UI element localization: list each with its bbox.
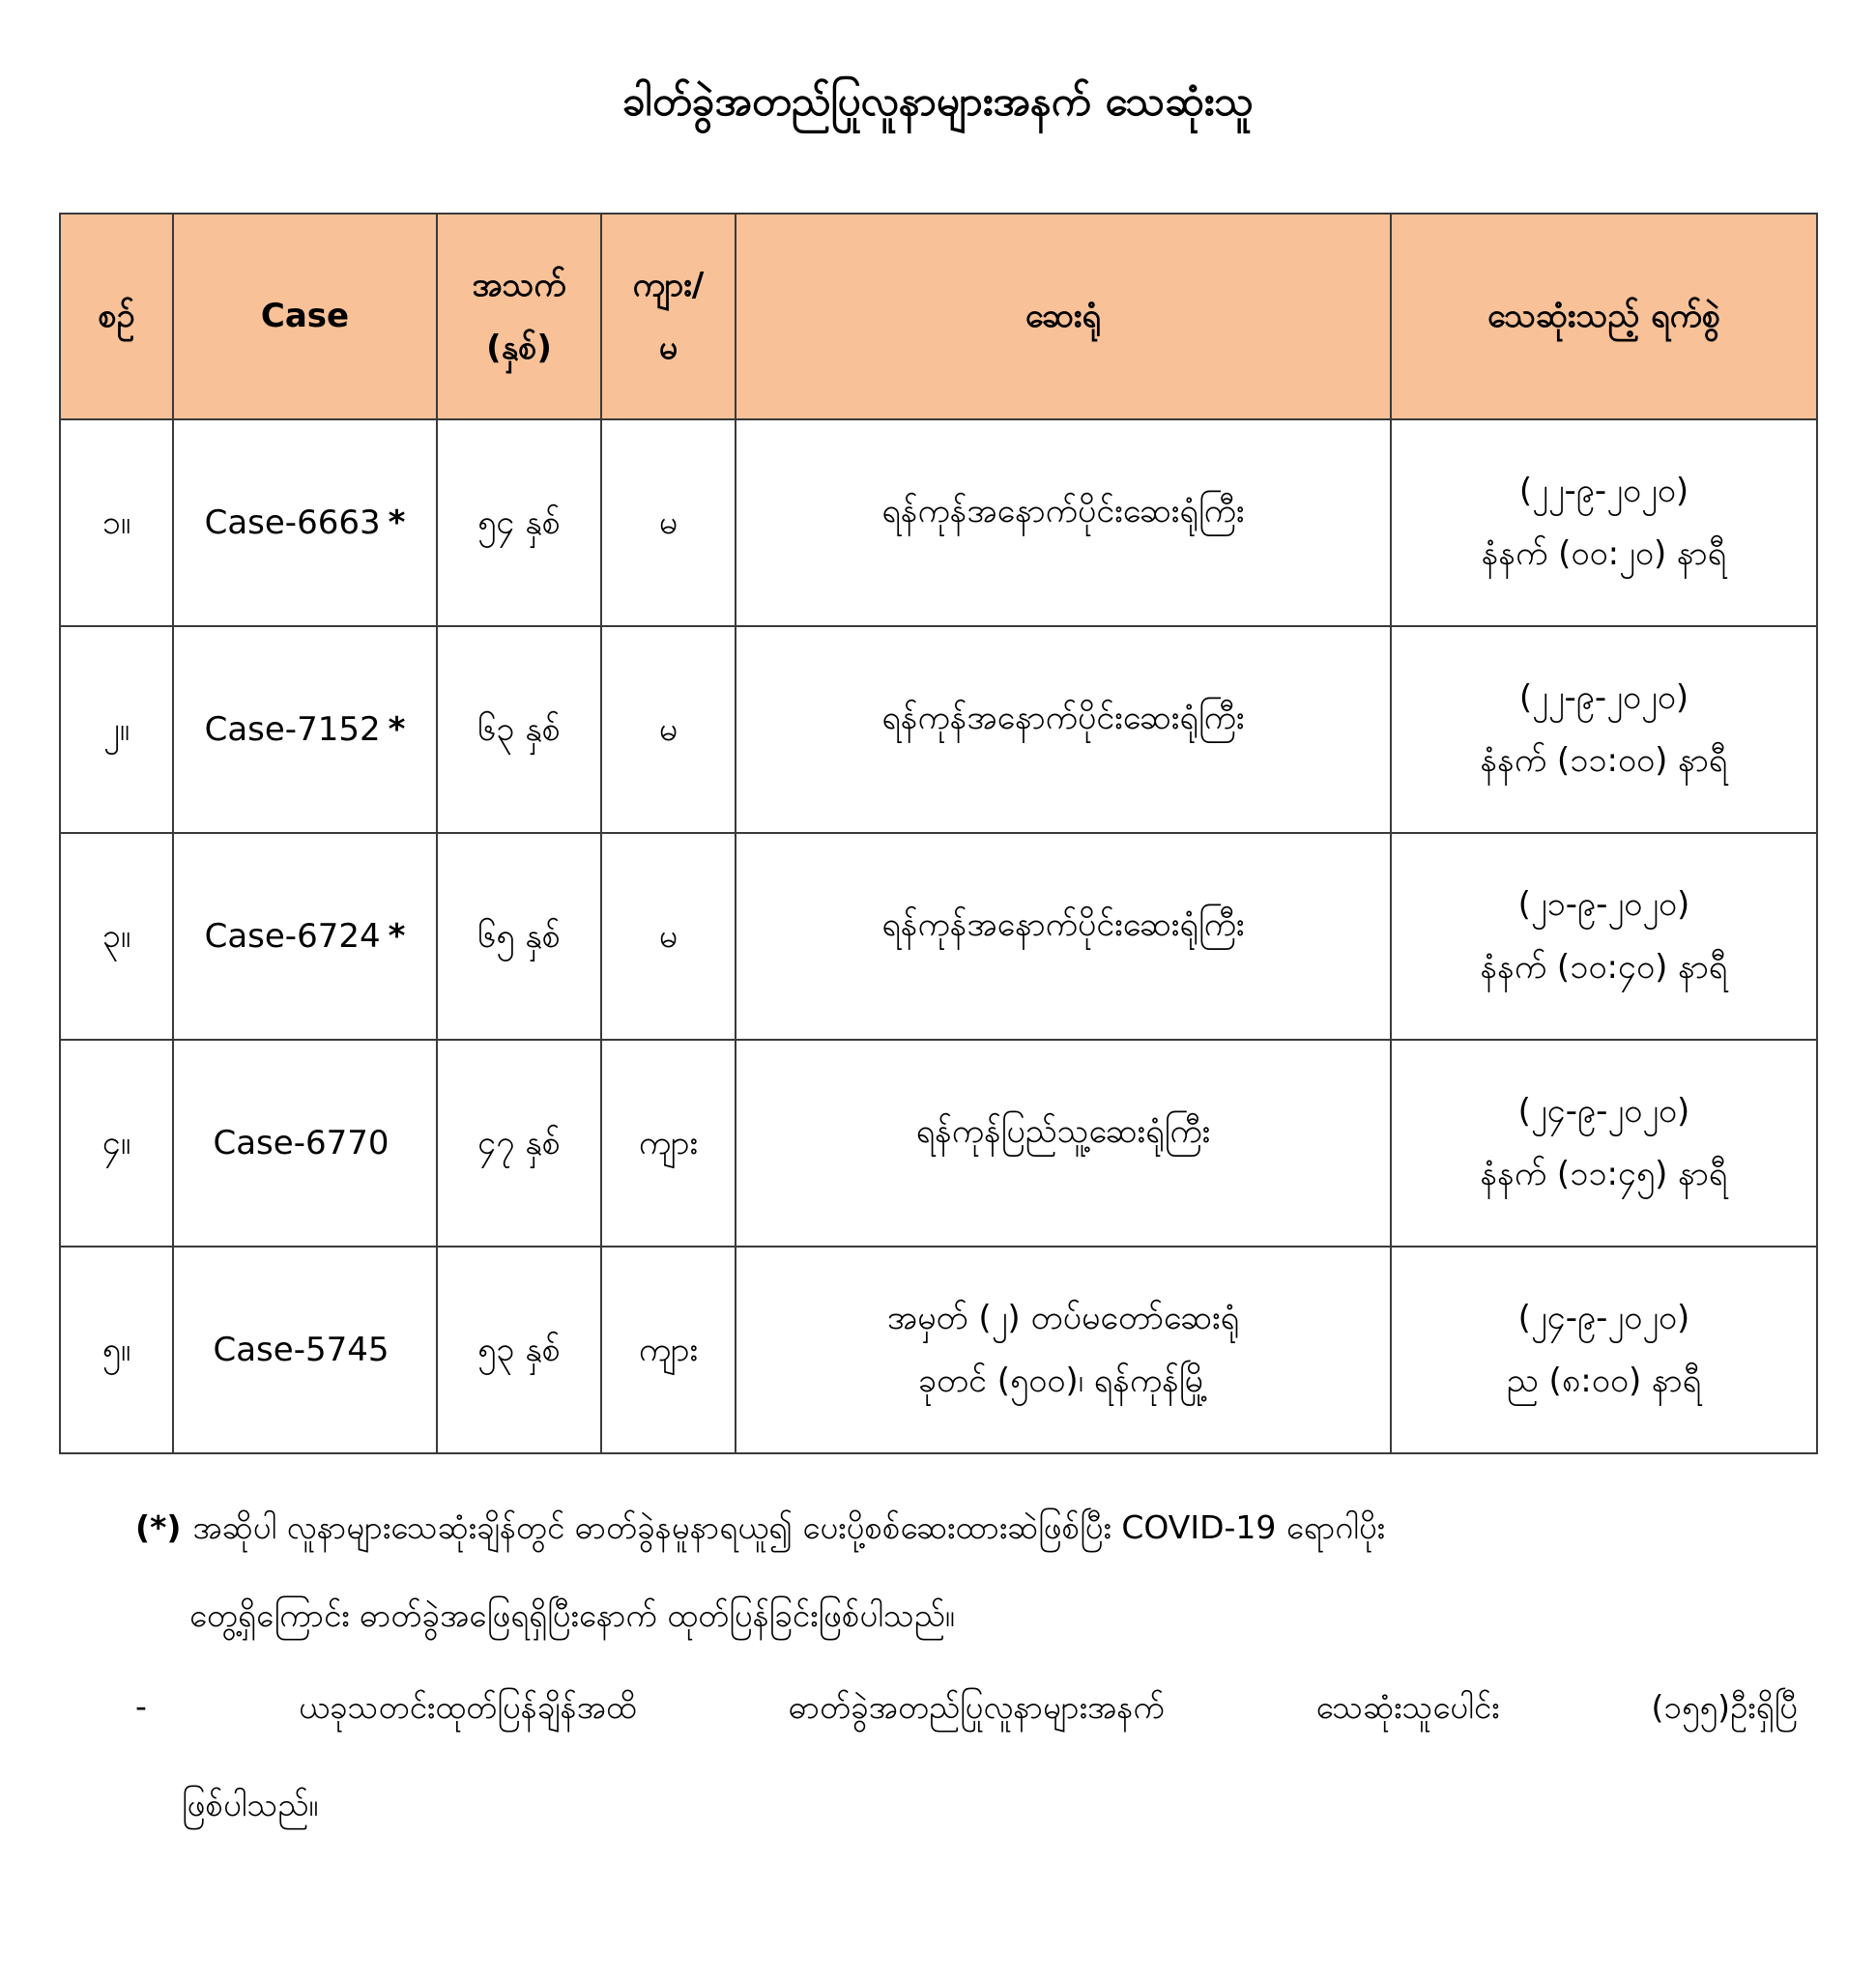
cell-no: ၃။ [60,833,173,1040]
case-id: Case-6770 [213,1123,390,1162]
header-sex-line2: မ [658,328,678,367]
table-row [60,419,1817,626]
case-id: Case-7152 [204,709,381,749]
cell-no: ၂။ [60,626,173,833]
header-age-line1: အသက် [472,265,566,304]
cell-age: ၆၅ နှစ် [437,833,601,1040]
asterisk-note-mark: (*) [135,1508,182,1546]
cell-age: ၆၃ နှစ် [437,626,601,833]
cell-death-time [1391,1247,1817,1453]
table-header-row [60,214,1817,419]
death-date: (၂၂-၉-၂၀၂၀) [1518,678,1689,718]
total-deaths-line2: ဖြစ်ပါသည်။ [182,1785,319,1823]
asterisk-note [135,1507,1798,1637]
asterisk-note-line2: တွေ့ရှိကြောင်း ဓာတ်ခွဲအဖြေရရှိပြီးနောက် ထုတ်ပြန်ခြင်းဖြစ်ပါသည်။ [189,1595,955,1634]
cell-sex: မ [601,626,736,833]
cell-death-time [1391,1040,1817,1247]
total-deaths-count: (၁၅၅)ဦးရှိပြီ [1651,1687,1798,1726]
hospital-line2: ခုတင် (၅၀၀)၊ ရန်ကုန်မြို့ [917,1362,1209,1400]
death-date: (၂၄-၉-၂၀၂၀) [1517,1092,1690,1132]
death-hour: နံနက် (၀၀:၂၀) နာရီ [1481,534,1727,573]
table-row [60,1247,1817,1453]
cell-sex: မ [601,833,736,1040]
cell-no: ၅။ [60,1247,173,1453]
total-deaths-word: ယခုသတင်းထုတ်ပြန်ချိန်အထိ [298,1687,637,1726]
asterisk-mark: * [388,916,406,956]
cell-case [173,1247,437,1453]
total-deaths-word: ဓာတ်ခွဲအတည်ပြုလူနာများအနက် [788,1687,1165,1726]
asterisk-note-text1: အဆိုပါ လူနာများသေဆုံးချိန်တွင် ဓာတ်ခွဲနမူနာရယူ၍ ပေးပို့စစ်ဆေးထားဆဲဖြစ်ပြီး COVID-19 ရောဂါပိုး [192,1508,1386,1546]
deaths-table [59,213,1818,1454]
cell-no: ၄။ [60,1040,173,1247]
hospital-line1: ရန်ကုန်အနောက်ပိုင်းဆေးရုံကြီး [881,904,1245,944]
header-sex [601,214,736,419]
cell-sex: ကျား [601,1247,736,1453]
table-row [60,1040,1817,1247]
cell-hospital [736,1247,1391,1453]
header-hospital: ဆေးရုံ [736,214,1391,419]
header-age [437,214,601,419]
header-age-line2: (နှစ်) [486,328,552,367]
death-date: (၂၂-၉-၂၀၂၀) [1518,472,1689,511]
total-deaths-word: သေဆုံးသူပေါင်း [1315,1687,1500,1726]
death-date: (၂၄-၉-၂၀၂၀) [1517,1299,1690,1338]
cell-sex: မ [601,419,736,626]
case-id: Case-6663 [204,502,381,542]
dash-mark: - [135,1686,147,1725]
total-deaths-note [135,1687,1798,1832]
cell-case [173,419,437,626]
asterisk-mark: * [388,709,406,749]
cell-death-time [1391,626,1817,833]
cell-case [173,833,437,1040]
cell-no: ၁။ [60,419,173,626]
death-hour: ည (၈:၀၀) နာရီ [1506,1362,1702,1400]
death-date: (၂၁-၉-၂၀၂၀) [1517,885,1690,925]
header-no: စဉ် [60,214,173,419]
hospital-line1: ရန်ကုန်အနောက်ပိုင်းဆေးရုံကြီး [881,491,1245,531]
hospital-line1: ရန်ကုန်ပြည်သူ့ဆေးရုံကြီး [915,1111,1211,1151]
table-row [60,626,1817,833]
header-case: Case [173,214,437,419]
hospital-line1: အမှတ် (၂) တပ်မတော်ဆေးရုံ [886,1299,1240,1338]
cell-sex: ကျား [601,1040,736,1247]
table-row [60,833,1817,1040]
death-hour: နံနက် (၁၀:၄၀) နာရီ [1480,948,1728,987]
page-title: ခါတ်ခွဲအတည်ပြုလူနာများအနက် သေဆုံးသူ [621,77,1255,125]
death-hour: နံနက် (၁၁:၄၅) နာရီ [1480,1155,1728,1193]
cell-hospital [736,833,1391,1040]
case-id: Case-6724 [204,916,381,956]
cell-hospital [736,1040,1391,1247]
case-id: Case-5745 [213,1330,390,1369]
death-hour: နံနက် (၁၁:၀၀) နာရီ [1480,741,1728,780]
cell-case [173,1040,437,1247]
cell-age: ၅၄ နှစ် [437,419,601,626]
cell-death-time [1391,419,1817,626]
header-death-time: သေဆုံးသည့် ရက်စွဲ [1391,214,1817,419]
asterisk-note-line1 [135,1507,1798,1549]
cell-age: ၅၃ နှစ် [437,1247,601,1453]
cell-age: ၄၇ နှစ် [437,1040,601,1247]
hospital-line1: ရန်ကုန်အနောက်ပိုင်းဆေးရုံကြီး [881,698,1245,737]
footnotes [135,1507,1798,1832]
total-deaths-line1 [135,1687,1798,1735]
header-sex-line1: ကျား/ [632,265,705,304]
asterisk-mark: * [388,502,406,542]
cell-case [173,626,437,833]
cell-death-time [1391,833,1817,1040]
cell-hospital [736,626,1391,833]
cell-hospital [736,419,1391,626]
